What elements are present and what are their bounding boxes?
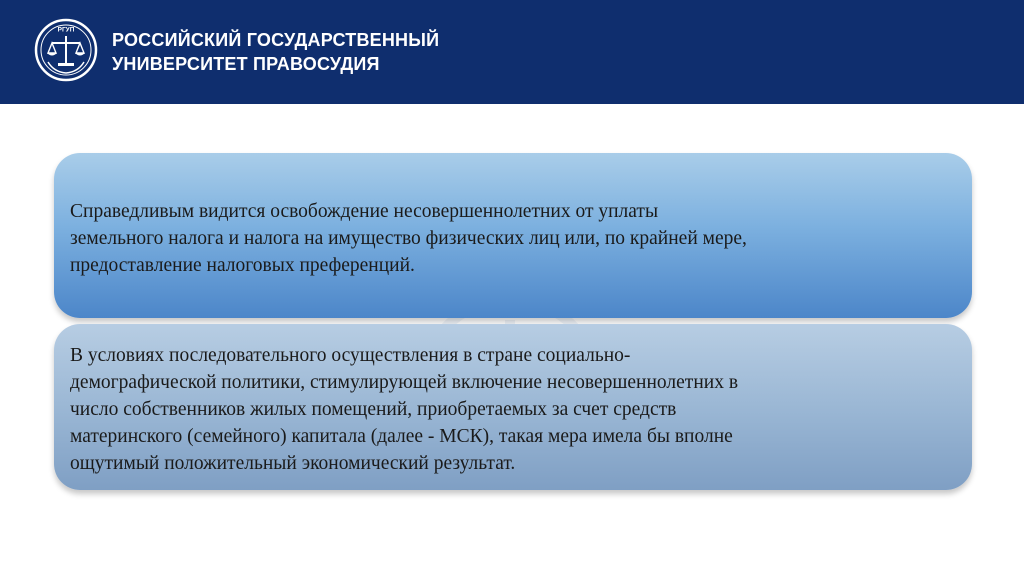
header-bar bbox=[0, 0, 1024, 104]
statement-1-line-1: Справедливым видится освобождение несовершеннолетних от уплаты bbox=[70, 201, 659, 222]
university-emblem-icon bbox=[34, 18, 98, 82]
statement-1-line-3: предоставление налоговых преференций. bbox=[70, 255, 415, 276]
statement-2-line-5: ощутимый положительный экономический результат. bbox=[70, 453, 516, 474]
statement-2-line-3: число собственников жилых помещений, приобретаемых за счет средств bbox=[70, 399, 677, 420]
statement-2-line-4: материнского (семейного) капитала (далее - МСК), такая мера имела бы вполне bbox=[70, 426, 733, 447]
statement-2-line-2: демографической политики, стимулирующей включение несовершеннолетних в bbox=[70, 372, 739, 393]
logo-text: РГУП bbox=[57, 26, 75, 34]
statement-block-2 bbox=[54, 324, 972, 490]
university-name bbox=[112, 28, 439, 76]
university-name-line2: УНИВЕРСИТЕТ ПРАВОСУДИЯ bbox=[112, 54, 380, 74]
university-name-line1: РОССИЙСКИЙ ГОСУДАРСТВЕННЫЙ bbox=[112, 30, 440, 50]
statement-2-line-1: В условиях последовательного осуществления в стране социально- bbox=[70, 345, 631, 366]
statement-block-1 bbox=[54, 153, 972, 318]
statement-1-line-2: земельного налога и налога на имущество физических лиц или, по крайней мере, bbox=[70, 228, 747, 249]
